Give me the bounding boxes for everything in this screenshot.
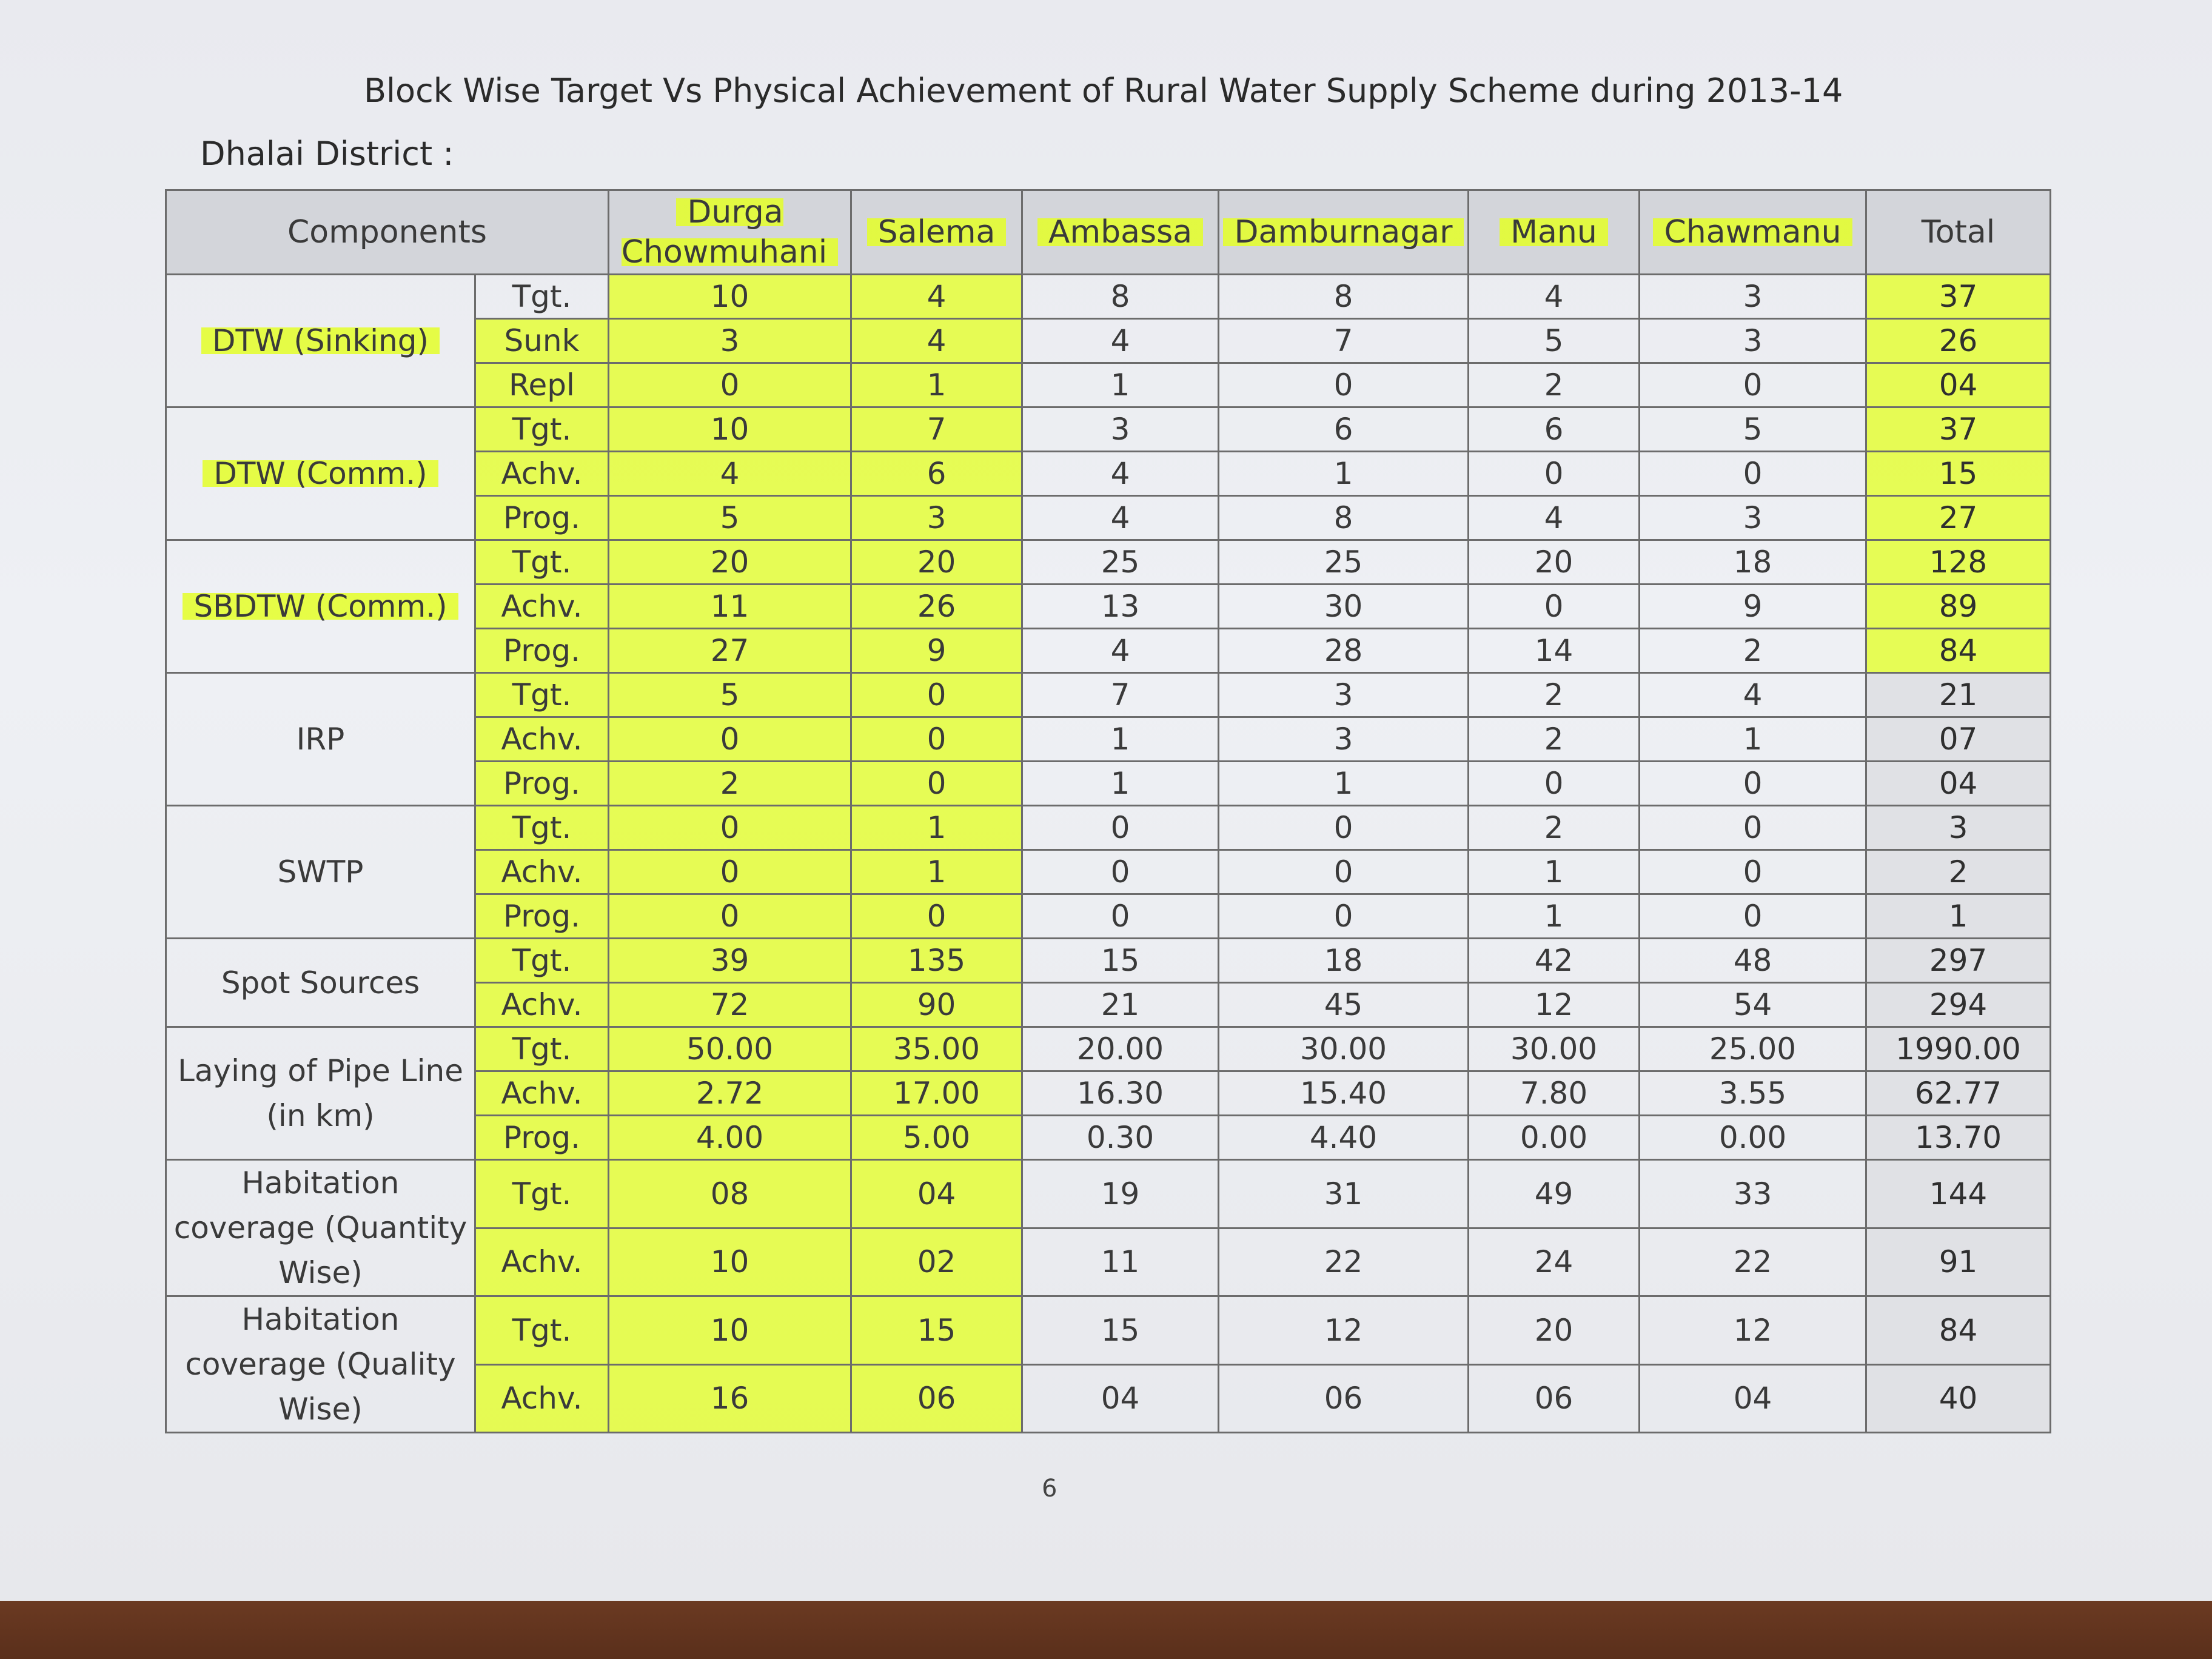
cell-total: 2 <box>1866 850 2051 894</box>
cell-value: 1 <box>1219 452 1469 496</box>
cell-value: 2 <box>609 762 851 806</box>
cell-value: 04 <box>1640 1364 1866 1433</box>
cell-value: 45 <box>1219 983 1469 1027</box>
header-block-chawmanu: Chawmanu <box>1640 190 1866 275</box>
cell-total: 128 <box>1866 540 2051 585</box>
cell-value: 20 <box>1469 540 1640 585</box>
cell-total: 1990.00 <box>1866 1027 2051 1071</box>
cell-value: 16 <box>609 1364 851 1433</box>
cell-value: 72 <box>609 983 851 1027</box>
cell-value: 10 <box>609 1228 851 1296</box>
cell-value: 15 <box>851 1296 1022 1365</box>
cell-value: 11 <box>1022 1228 1219 1296</box>
cell-value: 12 <box>1219 1296 1469 1365</box>
cell-value: 35.00 <box>851 1027 1022 1071</box>
cell-value: 0 <box>1640 806 1866 850</box>
cell-value: 06 <box>851 1364 1022 1433</box>
cell-total: 26 <box>1866 319 2051 363</box>
cell-value: 19 <box>1022 1160 1219 1228</box>
sub-component-label: Achv. <box>475 585 609 629</box>
cell-total: 1 <box>1866 894 2051 939</box>
cell-value: 30 <box>1219 585 1469 629</box>
sub-component-label: Tgt. <box>475 540 609 585</box>
table-row <box>166 1027 2051 1071</box>
cell-value: 39 <box>609 939 851 983</box>
cell-value: 3.55 <box>1640 1071 1866 1116</box>
cell-value: 17.00 <box>851 1071 1022 1116</box>
sub-component-label: Achv. <box>475 717 609 762</box>
sub-component-label: Tgt. <box>475 806 609 850</box>
sub-component-label: Prog. <box>475 496 609 540</box>
cell-total: 91 <box>1866 1228 2051 1296</box>
cell-value: 1 <box>851 806 1022 850</box>
cell-value: 12 <box>1640 1296 1866 1365</box>
cell-value: 25.00 <box>1640 1027 1866 1071</box>
sub-component-label: Sunk <box>475 319 609 363</box>
cell-value: 49 <box>1469 1160 1640 1228</box>
table-row <box>166 407 2051 452</box>
cell-value: 0 <box>851 762 1022 806</box>
cell-value: 3 <box>1022 407 1219 452</box>
cell-value: 4 <box>1022 629 1219 673</box>
component-name: DTW (Sinking) <box>166 275 475 407</box>
cell-value: 1 <box>1469 850 1640 894</box>
cell-value: 4 <box>1022 496 1219 540</box>
cell-value: 0 <box>1219 363 1469 407</box>
cell-value: 0 <box>1022 806 1219 850</box>
cell-value: 4.00 <box>609 1116 851 1160</box>
sub-component-label: Achv. <box>475 1364 609 1433</box>
cell-value: 5 <box>1640 407 1866 452</box>
cell-value: 0 <box>851 673 1022 717</box>
cell-value: 04 <box>851 1160 1022 1228</box>
cell-value: 15.40 <box>1219 1071 1469 1116</box>
cell-value: 7 <box>1022 673 1219 717</box>
header-block-damburnagar: Damburnagar <box>1219 190 1469 275</box>
cell-value: 0 <box>1219 894 1469 939</box>
cell-value: 1 <box>851 850 1022 894</box>
cell-value: 10 <box>609 275 851 319</box>
cell-value: 1 <box>1022 363 1219 407</box>
cell-value: 54 <box>1640 983 1866 1027</box>
cell-value: 15 <box>1022 1296 1219 1365</box>
cell-value: 8 <box>1022 275 1219 319</box>
cell-value: 3 <box>609 319 851 363</box>
cell-value: 0 <box>1219 850 1469 894</box>
cell-value: 0 <box>609 894 851 939</box>
cell-total: 40 <box>1866 1364 2051 1433</box>
cell-total: 07 <box>1866 717 2051 762</box>
cell-total: 15 <box>1866 452 2051 496</box>
sub-component-label: Achv. <box>475 1228 609 1296</box>
sub-component-label: Tgt. <box>475 407 609 452</box>
sub-component-label: Prog. <box>475 894 609 939</box>
cell-value: 4.40 <box>1219 1116 1469 1160</box>
cell-value: 31 <box>1219 1160 1469 1228</box>
cell-value: 1 <box>1640 717 1866 762</box>
cell-value: 4 <box>1640 673 1866 717</box>
sub-component-label: Repl <box>475 363 609 407</box>
cell-value: 2 <box>1469 717 1640 762</box>
header-block-durga-chowmuhani: Durga Chowmuhani <box>609 190 851 275</box>
cell-value: 0 <box>1469 452 1640 496</box>
cell-value: 8 <box>1219 496 1469 540</box>
cell-value: 5.00 <box>851 1116 1022 1160</box>
sub-component-label: Tgt. <box>475 1027 609 1071</box>
table-row <box>166 275 2051 319</box>
cell-value: 2.72 <box>609 1071 851 1116</box>
table-row <box>166 1296 2051 1365</box>
cell-value: 1 <box>1022 762 1219 806</box>
cell-value: 6 <box>1219 407 1469 452</box>
cell-value: 1 <box>1219 762 1469 806</box>
sub-component-label: Tgt. <box>475 1296 609 1365</box>
cell-value: 0 <box>609 717 851 762</box>
table-row <box>166 673 2051 717</box>
cell-value: 0 <box>1469 762 1640 806</box>
sub-component-label: Tgt. <box>475 939 609 983</box>
table-row <box>166 806 2051 850</box>
cell-value: 0 <box>1469 585 1640 629</box>
cell-value: 20 <box>609 540 851 585</box>
cell-total: 84 <box>1866 629 2051 673</box>
cell-value: 3 <box>1640 496 1866 540</box>
sub-component-label: Tgt. <box>475 275 609 319</box>
cell-value: 27 <box>609 629 851 673</box>
page-number: 6 <box>1042 1475 1057 1503</box>
cell-value: 0 <box>1640 452 1866 496</box>
cell-value: 4 <box>851 275 1022 319</box>
cell-value: 25 <box>1022 540 1219 585</box>
cell-total: 37 <box>1866 275 2051 319</box>
cell-value: 3 <box>1640 319 1866 363</box>
cell-total: 04 <box>1866 363 2051 407</box>
cell-total: 297 <box>1866 939 2051 983</box>
cell-value: 135 <box>851 939 1022 983</box>
cell-value: 1 <box>1469 894 1640 939</box>
cell-value: 21 <box>1022 983 1219 1027</box>
achievement-table <box>165 189 2051 1433</box>
cell-value: 0 <box>609 850 851 894</box>
cell-total: 84 <box>1866 1296 2051 1365</box>
header-total: Total <box>1866 190 2051 275</box>
sub-component-label: Tgt. <box>475 673 609 717</box>
cell-value: 22 <box>1219 1228 1469 1296</box>
cell-value: 4 <box>851 319 1022 363</box>
cell-total: 3 <box>1866 806 2051 850</box>
cell-value: 20.00 <box>1022 1027 1219 1071</box>
component-name: IRP <box>166 673 475 806</box>
component-name: Laying of Pipe Line (in km) <box>166 1027 475 1160</box>
cell-value: 5 <box>1469 319 1640 363</box>
cell-value: 30.00 <box>1469 1027 1640 1071</box>
cell-value: 50.00 <box>609 1027 851 1071</box>
cell-value: 3 <box>851 496 1022 540</box>
cell-value: 6 <box>851 452 1022 496</box>
cell-value: 12 <box>1469 983 1640 1027</box>
cell-value: 2 <box>1469 363 1640 407</box>
cell-value: 90 <box>851 983 1022 1027</box>
cell-total: 13.70 <box>1866 1116 2051 1160</box>
sub-component-label: Achv. <box>475 452 609 496</box>
cell-value: 0 <box>609 806 851 850</box>
cell-value: 0 <box>1640 894 1866 939</box>
cell-value: 33 <box>1640 1160 1866 1228</box>
cell-value: 7 <box>851 407 1022 452</box>
cell-value: 0 <box>1022 894 1219 939</box>
cell-value: 5 <box>609 496 851 540</box>
cell-value: 0 <box>1219 806 1469 850</box>
cell-value: 26 <box>851 585 1022 629</box>
cell-value: 2 <box>1640 629 1866 673</box>
cell-total: 89 <box>1866 585 2051 629</box>
cell-value: 02 <box>851 1228 1022 1296</box>
cell-value: 20 <box>851 540 1022 585</box>
cell-value: 0.00 <box>1640 1116 1866 1160</box>
cell-value: 3 <box>1219 673 1469 717</box>
cell-value: 4 <box>1022 452 1219 496</box>
header-block-ambassa: Ambassa <box>1022 190 1219 275</box>
table-row <box>166 1160 2051 1228</box>
cell-value: 8 <box>1219 275 1469 319</box>
cell-value: 9 <box>1640 585 1866 629</box>
cell-total: 27 <box>1866 496 2051 540</box>
cell-value: 3 <box>1219 717 1469 762</box>
component-name: SBDTW (Comm.) <box>166 540 475 673</box>
cell-value: 7 <box>1219 319 1469 363</box>
table-row <box>166 540 2051 585</box>
cell-value: 7.80 <box>1469 1071 1640 1116</box>
cell-value: 15 <box>1022 939 1219 983</box>
cell-value: 08 <box>609 1160 851 1228</box>
cell-value: 20 <box>1469 1296 1640 1365</box>
cell-value: 4 <box>1469 496 1640 540</box>
cell-value: 16.30 <box>1022 1071 1219 1116</box>
component-name: SWTP <box>166 806 475 939</box>
cell-value: 13 <box>1022 585 1219 629</box>
cell-value: 10 <box>609 1296 851 1365</box>
cell-value: 2 <box>1469 673 1640 717</box>
wooden-table-edge <box>0 1601 2212 1659</box>
cell-total: 04 <box>1866 762 2051 806</box>
cell-value: 10 <box>609 407 851 452</box>
district-label: Dhalai District : <box>200 135 454 173</box>
cell-value: 9 <box>851 629 1022 673</box>
cell-value: 11 <box>609 585 851 629</box>
sub-component-label: Prog. <box>475 1116 609 1160</box>
cell-value: 0.30 <box>1022 1116 1219 1160</box>
cell-total: 21 <box>1866 673 2051 717</box>
cell-value: 18 <box>1219 939 1469 983</box>
header-block-manu: Manu <box>1469 190 1640 275</box>
cell-value: 0 <box>1640 762 1866 806</box>
header-components: Components <box>166 190 609 275</box>
cell-value: 30.00 <box>1219 1027 1469 1071</box>
sub-component-label: Tgt. <box>475 1160 609 1228</box>
cell-value: 5 <box>609 673 851 717</box>
cell-value: 2 <box>1469 806 1640 850</box>
component-name: Habitation coverage (Quantity Wise) <box>166 1160 475 1296</box>
sub-component-label: Achv. <box>475 850 609 894</box>
document-title: Block Wise Target Vs Physical Achievement of Rural Water Supply Scheme during 2013-14 <box>364 72 1843 110</box>
component-name: Spot Sources <box>166 939 475 1027</box>
cell-value: 25 <box>1219 540 1469 585</box>
header-row <box>166 190 2051 275</box>
table-body <box>166 275 2051 1433</box>
cell-value: 1 <box>1022 717 1219 762</box>
cell-total: 62.77 <box>1866 1071 2051 1116</box>
component-name: Habitation coverage (Quality Wise) <box>166 1296 475 1433</box>
cell-value: 04 <box>1022 1364 1219 1433</box>
cell-value: 0 <box>851 717 1022 762</box>
cell-value: 28 <box>1219 629 1469 673</box>
cell-value: 14 <box>1469 629 1640 673</box>
cell-value: 06 <box>1469 1364 1640 1433</box>
cell-total: 294 <box>1866 983 2051 1027</box>
cell-value: 0 <box>1640 363 1866 407</box>
header-block-salema: Salema <box>851 190 1022 275</box>
cell-value: 0 <box>1640 850 1866 894</box>
cell-value: 4 <box>609 452 851 496</box>
cell-value: 06 <box>1219 1364 1469 1433</box>
sub-component-label: Prog. <box>475 762 609 806</box>
cell-value: 0 <box>1022 850 1219 894</box>
cell-value: 0.00 <box>1469 1116 1640 1160</box>
cell-value: 0 <box>851 894 1022 939</box>
cell-value: 4 <box>1469 275 1640 319</box>
cell-total: 37 <box>1866 407 2051 452</box>
cell-value: 48 <box>1640 939 1866 983</box>
cell-total: 144 <box>1866 1160 2051 1228</box>
sub-component-label: Prog. <box>475 629 609 673</box>
sub-component-label: Achv. <box>475 983 609 1027</box>
cell-value: 6 <box>1469 407 1640 452</box>
cell-value: 18 <box>1640 540 1866 585</box>
cell-value: 42 <box>1469 939 1640 983</box>
cell-value: 1 <box>851 363 1022 407</box>
table-row <box>166 939 2051 983</box>
cell-value: 0 <box>609 363 851 407</box>
cell-value: 22 <box>1640 1228 1866 1296</box>
cell-value: 4 <box>1022 319 1219 363</box>
cell-value: 3 <box>1640 275 1866 319</box>
component-name: DTW (Comm.) <box>166 407 475 540</box>
sub-component-label: Achv. <box>475 1071 609 1116</box>
cell-value: 24 <box>1469 1228 1640 1296</box>
